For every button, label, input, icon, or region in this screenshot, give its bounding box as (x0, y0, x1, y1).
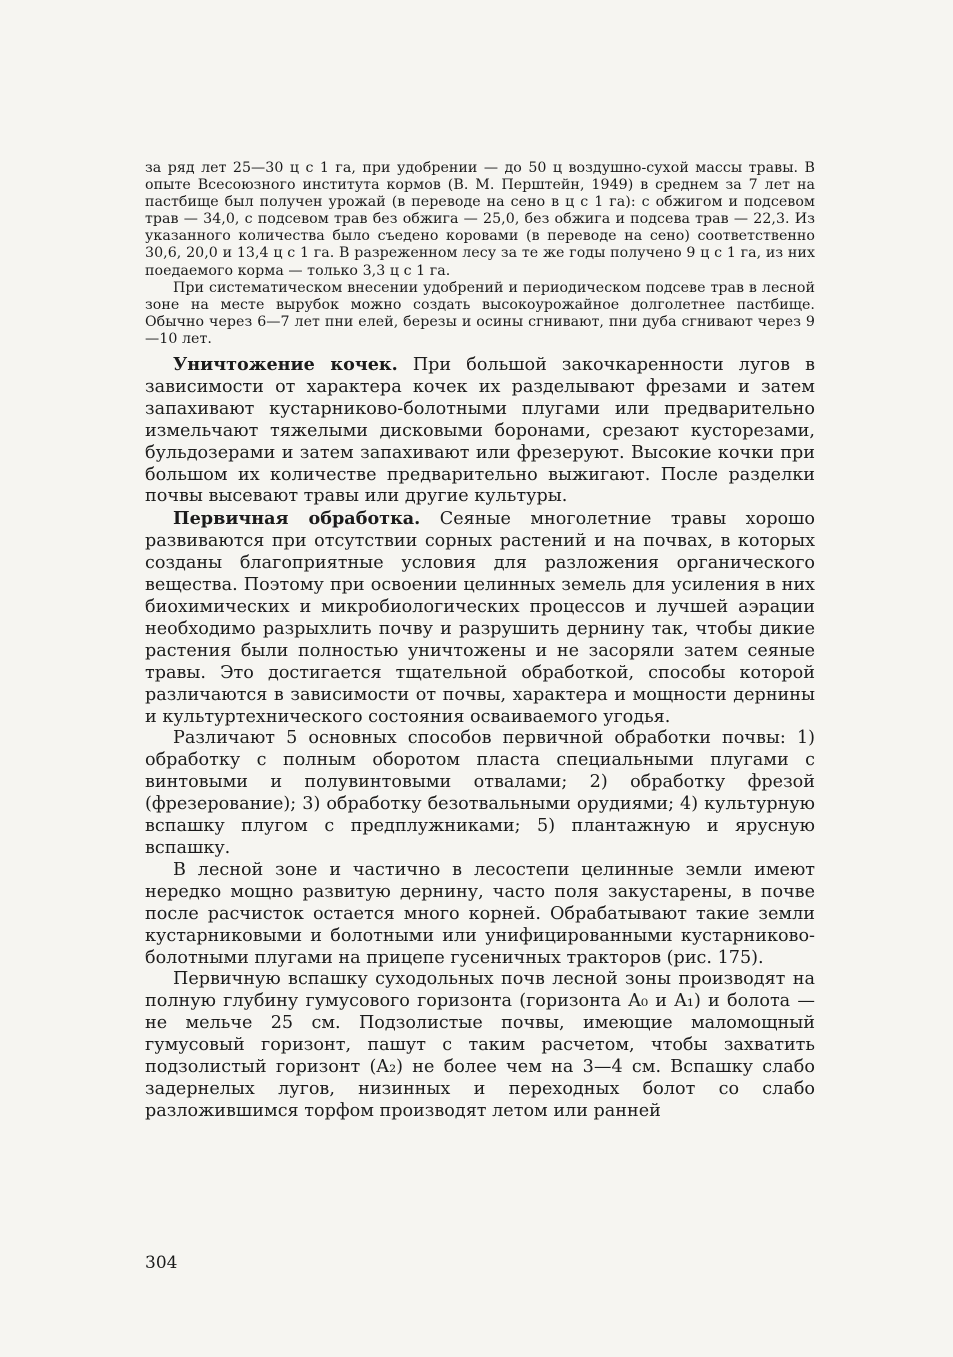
paragraph-text: В лесной зоне и частично в лесостепи целинные земли имеют нередко мощно развитую дернину, часто поля закустарены, в почве после расчисток остается много корней. Обрабатывают такие земли кустарниковыми и болотными или унифицированными кустарниково-болотными плугами на прицепе гусеничных тракторов (рис. 175). (145, 859, 815, 968)
paragraph-pasture-note (145, 280, 815, 348)
paragraph-text: за ряд лет 25—30 ц с 1 га, при удобрении — до 50 ц воздушно-сухой массы травы. В опыте Всесоюзного института кормов (В. М. Перштейн, 1949) в среднем за 7 лет на пастбище был получен урожай (в переводе на сено в ц с 1 га): с обжигом и подсевом трав — 34,0, с подсевом трав без обжига — 25,0, без обжига и подсева трав — 22,3. Из указанного количества было съедено коровами (в переводе на сено) соответственно 30,6, 20,0 и 13,4 ц с 1 га. В разреженном лесу за те же годы получено 9 ц с 1 га, из них поедаемого корма — только 3,3 ц с 1 га. (145, 160, 815, 279)
paragraph-text: Первичную вспашку суходольных почв лесной зоны производят на полную глубину гумусового горизонта (горизонта A₀ и A₁) и болота — не мельче 25 см. Подзолистые почвы, имеющие маломощный гумусовый горизонт, пашут с таким расчетом, чтобы захватить подзолистый горизонт (A₂) не более чем на 3—4 см. Вспашку слабо задернелых лугов, низинных и переходных болот со слабо разложившимся торфом производят летом или ранней (145, 969, 815, 1121)
run-in-heading: Первичная обработка. (173, 508, 421, 530)
paragraph-text: При систематическом внесении удобрений и периодическом подсеве трав в лесной зоне на месте вырубок можно создать высокоурожайное долголетнее пастбище. Обычно через 6—7 лет пни елей, березы и осины сгнивают, пни дуба сгнивают через 9—10 лет. (145, 279, 815, 347)
page-number: 304 (145, 1253, 178, 1273)
paragraph-text: Различают 5 основных способов первичной обработки почвы: 1) обработку с полным оборотом пласта специальными плугами с винтовыми и полувинтовыми отвалами; 2) обработку фрезой (фрезерование); 3) обработку безотвальными орудиями; 4) культурную вспашку плугом с предплужниками; 5) плантажную и ярусную вспашку. (145, 728, 815, 858)
paragraph-first-ploughing (145, 969, 815, 1122)
paragraph-text: Сеяные многолетние травы хорошо развиваются при отсутствии сорных растений и на почвах, в которых созданы благоприятные условия для разложения органического вещества. Поэтому при освоении целинных земель для усиления в них биохимических и микробиологических процессов и лучшей аэрации необходимо разрыхлить почву и разрушить дернину так, чтобы дикие растения были полностью уничтожены и не засоряли затем сеяные травы. Это достигается тщательной обработкой, способы которой различаются в зависимости от почвы, характера и мощности дернины и культуртехнического состояния осваиваемого угодья. (145, 509, 815, 727)
paragraph-hummock-removal (145, 354, 815, 508)
paragraph-tillage-methods (145, 728, 815, 859)
paragraph-text: При большой закочкаренности лугов в зависимости от характера кочек их разделывают фрезами и затем запахивают кустарниково-болотными плугами или предварительно измельчают тяжелыми дисковыми боронами, срезают кусторезами, бульдозерами и затем запахивают или фрезеруют. Высокие кочки при большом их количестве предварительно выжигают. После разделки почвы высевают травы или другие культуры. (145, 355, 816, 507)
paragraph-primary-tillage (145, 508, 815, 728)
paragraph-forest-zone (145, 860, 815, 970)
paragraph-yield-data (145, 160, 815, 280)
text-column (145, 160, 815, 1123)
run-in-heading: Уничтожение кочек. (173, 354, 398, 376)
